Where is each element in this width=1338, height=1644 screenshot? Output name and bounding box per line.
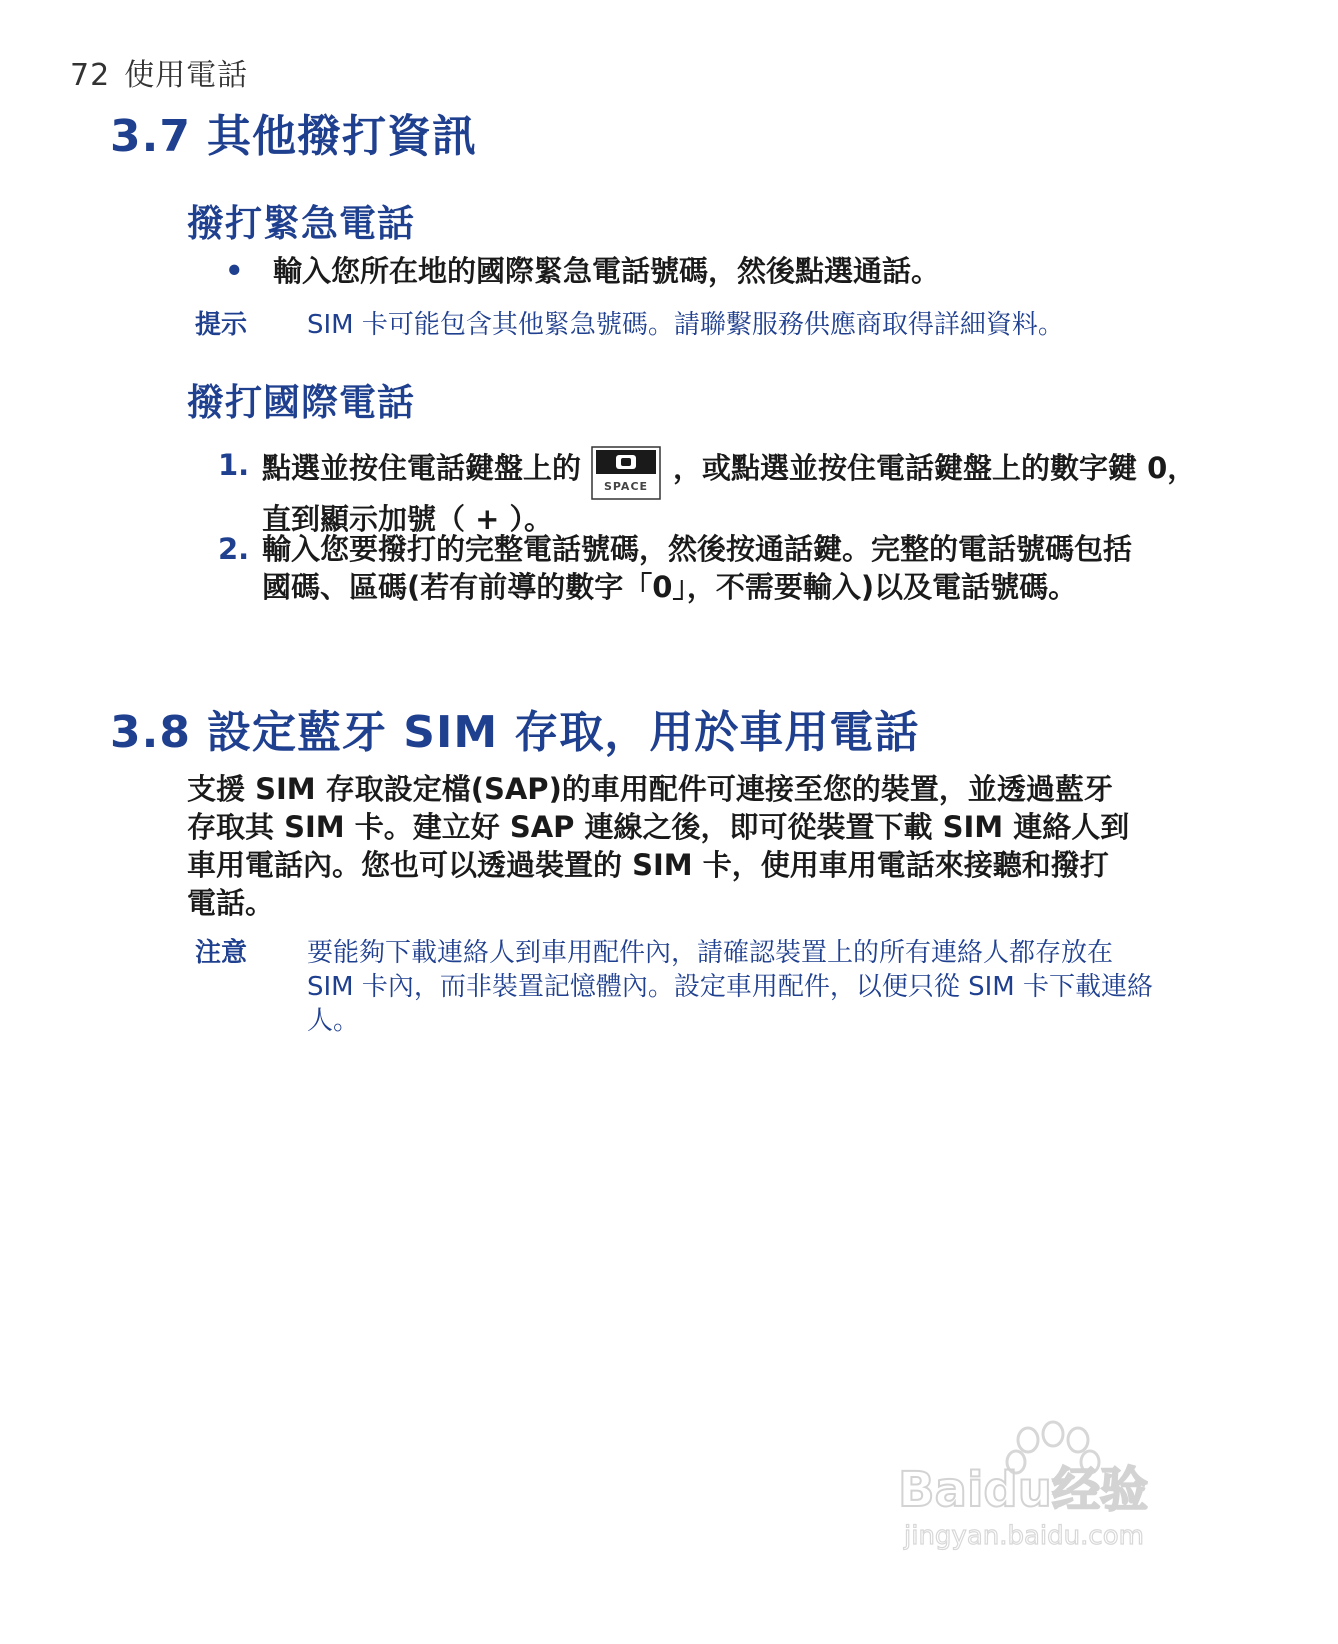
note-label: 注意 — [195, 938, 248, 968]
bullet-icon: • — [225, 254, 244, 288]
emergency-heading: 撥打緊急電話 — [187, 202, 415, 245]
step-number: 2. — [218, 532, 250, 566]
section-number: 3.7 — [110, 111, 191, 162]
tip-block — [195, 308, 1205, 348]
space-key-icon — [591, 446, 661, 500]
step-number: 1. — [218, 448, 250, 482]
step-2 — [218, 530, 1228, 650]
chapter-title: 使用電話 — [124, 58, 249, 93]
step-1-text-after: ，或點選並按住電話鍵盤上的數字鍵 0，直到顯示加號（ + ）。 — [262, 451, 1197, 536]
note-block — [195, 936, 1205, 1046]
baidu-watermark — [898, 1420, 1198, 1560]
emergency-bullet — [225, 252, 1225, 290]
section-title-text: 設定藍牙 SIM 存取，用於車用電話 — [206, 707, 920, 758]
section-3-7-title — [110, 100, 477, 164]
section-number: 3.8 — [110, 707, 191, 758]
step-1 — [218, 446, 1228, 536]
running-header — [70, 50, 248, 94]
step-1-text-before: 點選並按住電話鍵盤上的 — [262, 451, 582, 485]
page-number: 72 — [70, 58, 111, 93]
section-3-8-title — [110, 696, 919, 760]
tip-label: 提示 — [195, 310, 248, 340]
step-text: 輸入您要撥打的完整電話號碼，然後按通話鍵。完整的電話號碼包括國碼、區碼(若有前導的數字「0」，不需要輸入)以及電話號碼。 — [262, 532, 1133, 604]
international-heading: 撥打國際電話 — [187, 381, 415, 424]
note-text: 要能夠下載連絡人到車用配件內，請確認裝置上的所有連絡人都存放在 SIM 卡內，而非裝置記憶體內。設定車用配件，以便只從 SIM 卡下載連絡人。 — [307, 938, 1154, 1036]
tip-text: SIM 卡可能包含其他緊急號碼。請聯繫服務供應商取得詳細資料。 — [307, 310, 1064, 340]
sap-paragraph: 支援 SIM 存取設定檔(SAP)的車用配件可連接至您的裝置，並透過藍牙存取其 SIM 卡。建立好 SAP 連線之後，即可從裝置下載 SIM 連絡人到車用電話內。您也可以透過裝置的 SIM 卡，使用車用電話來接聽和撥打電話。 — [187, 772, 1130, 920]
watermark-brand: Baidu经验 — [898, 1462, 1148, 1518]
step-text — [262, 446, 1222, 538]
section-title-text: 其他撥打資訊 — [206, 111, 477, 162]
watermark-url: jingyan.baidu.com — [904, 1521, 1144, 1551]
space-key-label: SPACE — [603, 480, 649, 493]
bullet-text: 輸入您所在地的國際緊急電話號碼，然後點選通話。 — [273, 254, 941, 288]
